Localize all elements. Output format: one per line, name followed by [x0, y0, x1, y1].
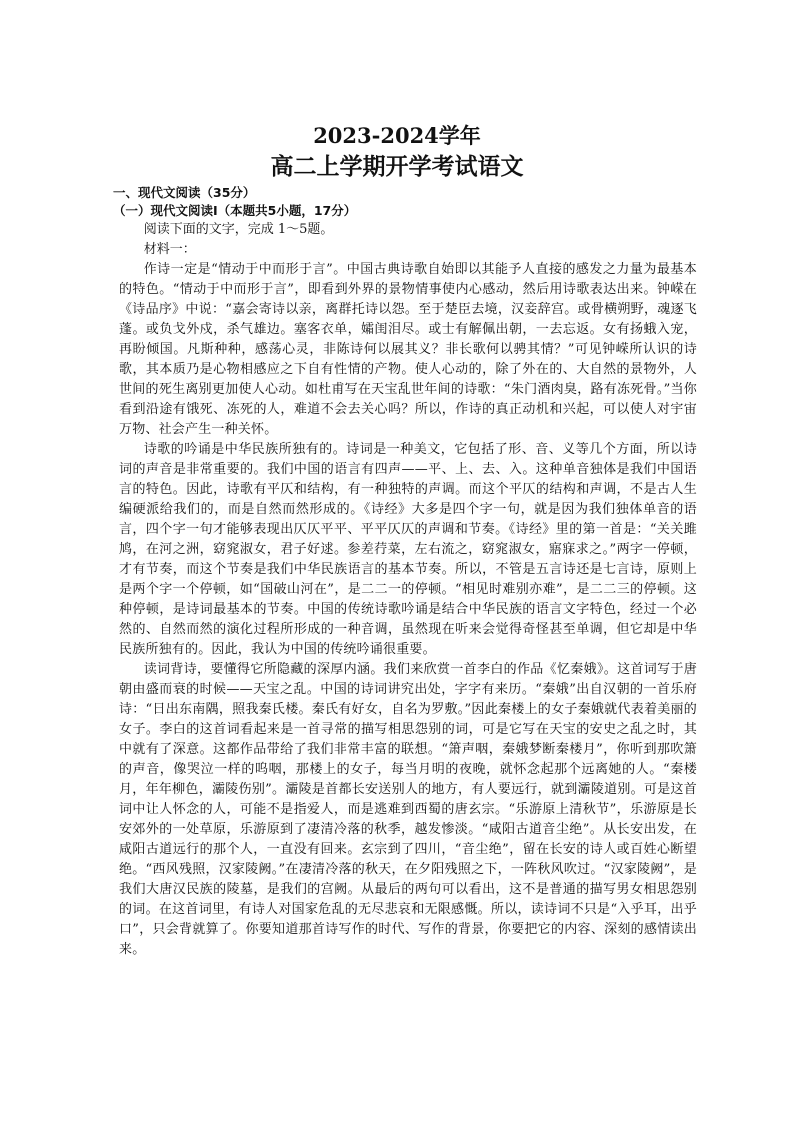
- section-heading: 一、现代文阅读（35分）: [113, 185, 256, 200]
- paragraph-reading-poems: 读词背诗，要懂得它所隐藏的深厚内涵。我们来欣赏一首李白的作品《忆秦娥》。这首词写于唐朝由盛而衰的时候——天宝之乱。中国的诗词讲究出处，字字有来历。“秦娥”出自汉朝的一首乐府诗：“日出东南隅，照我秦氏楼。秦氏有好女，自名为罗敷。”因此秦楼上的女子秦娥就代表着美丽的女子。李白的这首词看起来是一首寻常的描写相思怨别的词，可是它写在天宝的安史之乱之时，其中就有了深意。这都作品带给了我们非常丰富的联想。“箫声咽，秦娥梦断秦楼月”，你听到那吹箫的声音，像哭泣一样的呜咽，那楼上的女子，每当月明的夜晚，就怀念起那个远离她的人。“秦楼月，年年柳色，灞陵伤别”。灞陵是首都长安送别人的地方，有人要远行，就到灞陵道别。可是这首词中让人怀念的人，可能不是指爱人，而是逃难到西蜀的唐玄宗。“乐游原上清秋节”，乐游原是长安郊外的一处草原，乐游原到了凄清冷落的秋季，越发惨淡。“咸阳古道音尘绝”。从长安出发，在咸阳古道远行的那个人，一直没有回来。玄宗到了四川，“音尘绝”，留在长安的诗人或百姓心断望绝。“西风残照，汉家陵阙。”在凄清冷落的秋天，在夕阳残照之下，一阵秋风吹过。“汉家陵阙”，是我们大唐汉民族的陵墓，是我们的宫阙。从最后的两句可以看出，这不是普通的描写男女相思怨别的词。在这首词里，有诗人对国家危乱的无尽悲哀和无限感慨。所以，读诗词不只是“入乎耳，出乎口”，只会背就算了。你要知道那首诗写作的时代、写作的背景，你要把它的内容、深刻的感情读出来。: [119, 662, 697, 957]
- subsection-heading: （一）现代文阅读Ⅰ（本题共5小题，17分）: [113, 203, 357, 218]
- reading-instruction: 阅读下面的文字，完成 1～5题。: [143, 222, 334, 237]
- exam-content: [113, 184, 697, 960]
- title-exam: 高二上学期开学考试语文: [270, 153, 524, 180]
- title-year: 2023-2024学年: [313, 123, 481, 148]
- paragraph-poetry-emotion: 作诗一定是“情动于中而形于言”。中国古典诗歌自始即以其能予人直接的感发之力量为最基本的特色。“情动于中而形于言”，即看到外界的景物情事使内心感动，然后用诗歌表达出来。钟嵘在《诗品序》中说：“嘉会寄诗以亲，离群托诗以怨。至于楚臣去境，汉妾辞宫。或骨横朔野，魂逐飞蓬。或负戈外戍，杀气雄边。塞客衣单，孀闺泪尽。或士有解佩出朝，一去忘返。女有扬蛾入宠，再盼倾国。凡斯种种，感荡心灵，非陈诗何以展其义？非长歌何以骋其情？”可见钟嵘所认识的诗歌，其本质乃是心物相感应之下自有性情的产物。使人心动的，除了外在的、大自然的景物外，人世间的死生离别更加使人心动。如杜甫写在天宝乱世年间的诗歌：“朱门酒肉臭，路有冻死骨。”当你看到沿途有饿死、冻死的人，难道不会去关心吗？所以，作诗的真正动机和兴起，可以使人对宇宙万物、社会产生一种关怀。: [119, 262, 697, 437]
- paragraph-recitation: 诗歌的吟诵是中华民族所独有的。诗词是一种美文，它包括了形、音、义等几个方面，所以诗词的声音是非常重要的。我们中国的语言有四声——平、上、去、入。这种单音独体是我们中国语言的特色。因此，诗歌有平仄和结构，有一种独特的声调。而这个平仄的结构和声调，不是古人生编硬派给我们的，而是自然而然形成的。《诗经》大多是四个字一句，就是因为我们独体单音的语言，四个字一句才能够表现出仄仄平平、平平仄仄的声调和节奏。《诗经》里的第一首是：“关关雎鸠，在河之洲，窈窕淑女，君子好逑。参差荇菜，左右流之，窈窕淑女，寤寐求之。”两字一停顿，才有节奏，而这个节奏是我们中华民族语言的基本节奏。所以，不管是五言诗还是七言诗，原则上是两个字一个停顿，如“国破山河在”，是二二一的停顿。“相见时难别亦难”，是二二三的停顿。这种停顿，是诗词最基本的节奏。中国的传统诗歌吟诵是结合中华民族的语言文字特色，经过一个必然的、自然而然的演化过程所形成的一种音调，虽然现在听来会觉得奇怪甚至单调，但它却是中华民族所独有的。因此，我认为中国的传统吟诵很重要。: [119, 442, 697, 657]
- material-label: 材料一：: [143, 242, 196, 257]
